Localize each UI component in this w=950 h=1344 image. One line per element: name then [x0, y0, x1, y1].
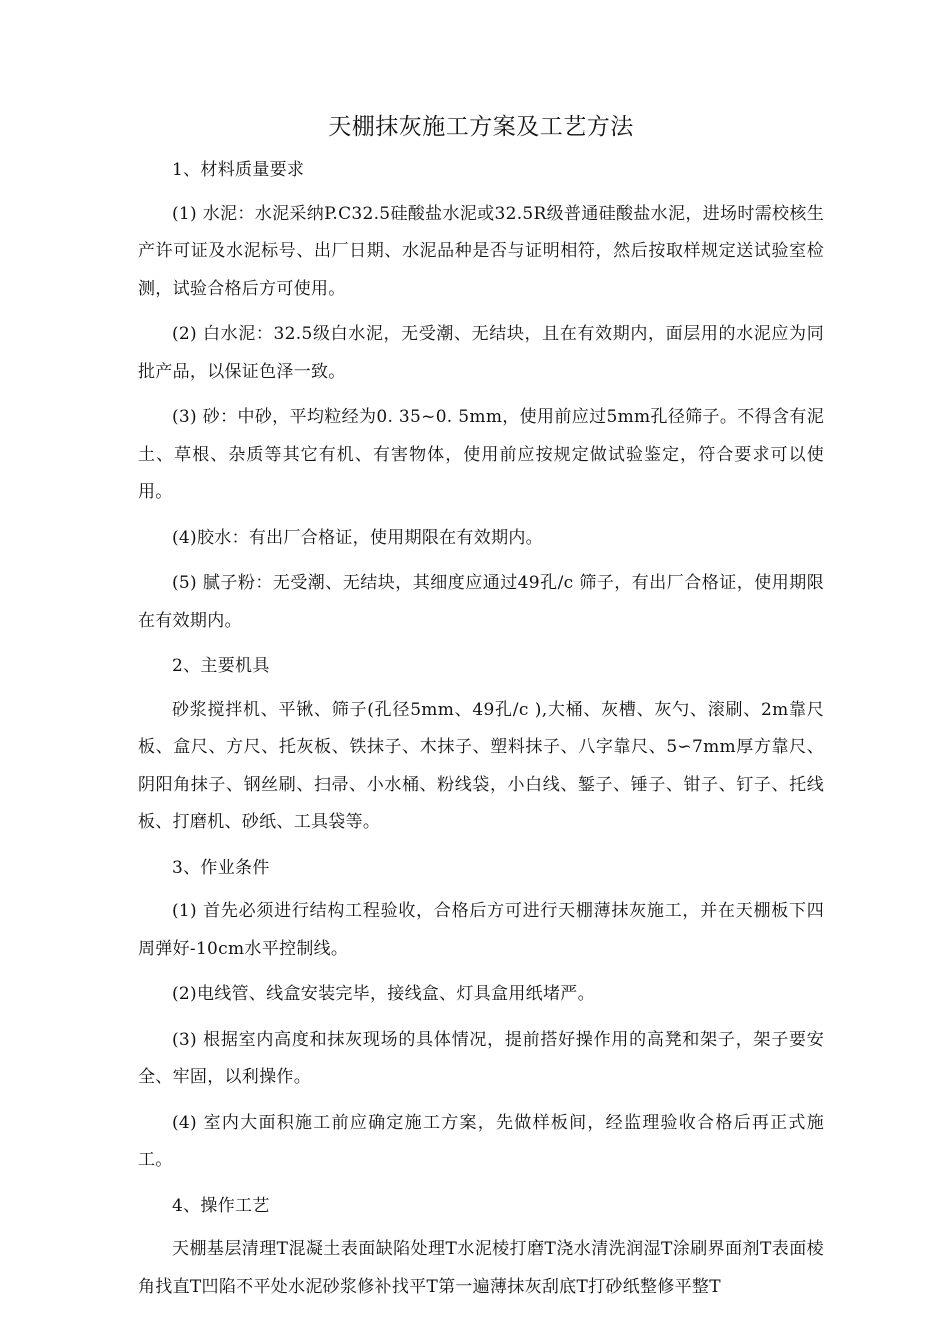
- section-heading-materials: 1、材料质量要求: [172, 160, 305, 180]
- paragraph-sand: (3) 砂：中砂，平均粒经为0. 35~0. 5mm，使用前应过5mm孔径筛子。不得含有泥土、草根、杂质等其它有机、有害物体，使用前应按规定做试验鉴定，符合要求可以使用。: [138, 407, 824, 502]
- paragraph-condition-1: (1) 首先必须进行结构工程验收，合格后方可进行天棚薄抹灰施工，并在天棚板下四周弹好-10cm水平控制线。: [138, 901, 824, 959]
- document-page: [138, 110, 824, 1314]
- document-title: 天棚抹灰施工方案及工艺方法: [328, 114, 634, 140]
- paragraph-glue: (4)胶水：有出厂合格证，使用期限在有效期内。: [172, 527, 543, 548]
- section-heading-process: 4、操作工艺: [172, 1195, 270, 1216]
- paragraph-tools-list: 砂浆搅拌机、平锹、筛子(孔径5mm、49孔/c ),大桶、灰槽、灰勺、滚刷、2m靠尺板、盒尺、方尺、托灰板、铁抹子、木抹子、塑料抹子、八字靠尺、5∽7mm厚方靠尺、阴阳角抹子、钢丝刷、扫帚、小水桶、粉线袋，小白线、錾子、锤子、钳子、钉子、托线板、打磨机、砂纸、工具袋等。: [138, 699, 824, 832]
- paragraph-condition-2: (2)电线管、线盒安装完毕，接线盒、灯具盒用纸堵严。: [172, 984, 595, 1004]
- paragraph-condition-4: (4) 室内大面积施工前应确定施工方案，先做样板间，经监理验收合格后再正式施工。: [138, 1112, 824, 1170]
- paragraph-cement: (1) 水泥：水泥采纳P.C32.5硅酸盐水泥或32.5R级普通硅酸盐水泥，进场时需校核生产许可证及水泥标号、出厂日期、水泥品种是否与证明相符，然后按取样规定送试验室检测，试验合格后方可使用。: [138, 203, 824, 299]
- paragraph-white-cement: (2) 白水泥：32.5级白水泥，无受潮、无结块，且在有效期内，面层用的水泥应为同批产品，以保证色泽一致。: [138, 324, 824, 382]
- section-heading-conditions: 3、作业条件: [172, 857, 270, 878]
- paragraph-condition-3: (3) 根据室内高度和抹灰现场的具体情况，提前搭好操作用的高凳和架子，架子要安全、牢固，以利操作。: [138, 1029, 824, 1087]
- paragraph-putty: (5) 腻子粉：无受潮、无结块，其细度应通过49孔/c 筛子，有出厂合格证，使用期限在有效期内。: [138, 573, 824, 631]
- section-heading-tools: 2、主要机具: [172, 656, 270, 676]
- paragraph-process-flow: 天棚基层清理T混凝土表面缺陷处理T水泥棱打磨T浇水清洗润湿T涂刷界面剂T表面棱角找直T凹陷不平处水泥砂浆修补找平T第一遍薄抹灰刮底T打砂纸整修平整T: [138, 1239, 824, 1297]
